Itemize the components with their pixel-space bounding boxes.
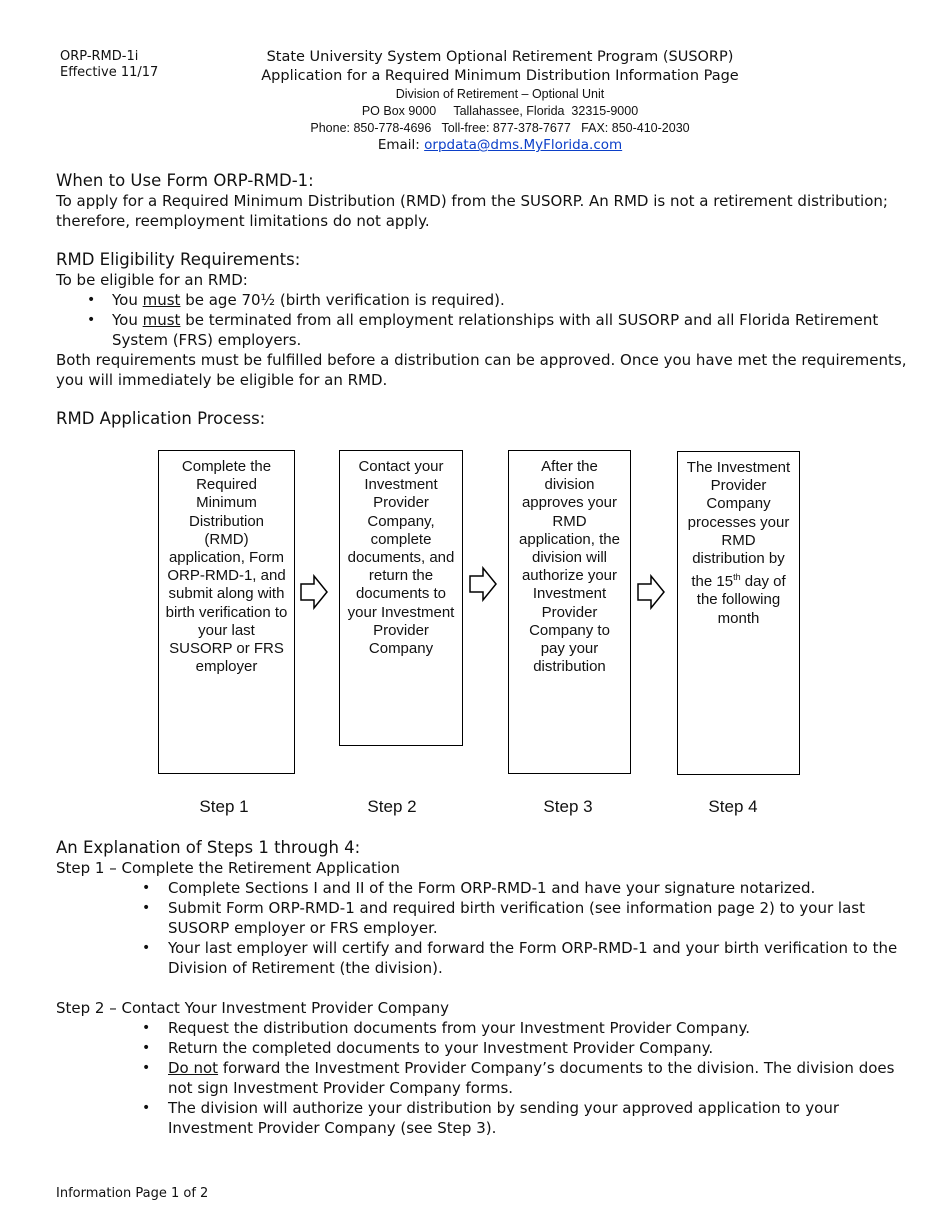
list-item: • The division will authorize your distribution by sending your approved application to your Investment Provider Company (see Step 3).	[56, 1098, 916, 1138]
list-item	[56, 310, 916, 350]
effective-date: Effective 11/17	[60, 65, 159, 80]
list-item: • Request the distribution documents from your Investment Provider Company.	[56, 1018, 916, 1038]
header-phones: Phone: 850-778-4696 Toll-free: 877-378-7677 FAX: 850-410-2030	[310, 121, 690, 135]
header-email-line	[200, 137, 800, 154]
list-item-text: forward the Investment Provider Company’s documents to the division. The division does not sign Investment Provider Company forms.	[168, 1059, 895, 1097]
step-1-box: Complete the Required Minimum Distribution (RMD) application, Form ORP-RMD-1, and submit along with birth verification to your last SUSORP or FRS employer	[158, 450, 295, 774]
header-address: PO Box 9000 Tallahassee, Florida 32315-9000	[361, 104, 639, 118]
step-4-text: The Investment Provider Company processes your RMD distribution by the 15	[686, 459, 791, 591]
when-text: To apply for a Required Minimum Distribution (RMD) from the SUSORP. An RMD is not a retirement distribution; therefore, reemployment limitations do not apply.	[56, 192, 888, 230]
list-item	[56, 290, 916, 310]
email-link[interactable]: orpdata@dms.MyFlorida.com	[424, 137, 623, 153]
step-1-label: Step 1	[199, 797, 249, 816]
list-item-text: be age 70½ (birth verification is required).	[180, 291, 505, 309]
step-2-list	[56, 1018, 916, 1138]
step-3-label: Step 3	[543, 797, 593, 816]
list-item	[56, 1058, 916, 1098]
when-heading: When to Use Form ORP-RMD-1:	[56, 171, 314, 190]
document-header	[200, 48, 800, 154]
form-id-block	[60, 49, 158, 81]
arrow-right-icon	[469, 566, 497, 602]
process-section	[56, 408, 916, 429]
step-4-superscript: th	[733, 572, 741, 583]
list-item: • Return the completed documents to your Investment Provider Company.	[56, 1038, 916, 1058]
emphasis-text: must	[142, 291, 181, 309]
eligibility-list	[56, 290, 916, 350]
emphasis-text: Do not	[168, 1059, 219, 1077]
explanation-heading: An Explanation of Steps 1 through 4:	[56, 838, 361, 857]
step-4-box	[677, 451, 800, 775]
header-title-2: Application for a Required Minimum Distribution Information Page	[261, 68, 739, 84]
form-number: ORP-RMD-1i	[60, 49, 139, 64]
list-item-text: be terminated from all employment relationships with all SUSORP and all Florida Retirement System (FRS) employers.	[112, 311, 879, 349]
list-item-text: You	[112, 291, 143, 309]
process-heading: RMD Application Process:	[56, 409, 266, 428]
page-footer: Information Page 1 of 2	[56, 1186, 209, 1201]
step-2-label: Step 2	[367, 797, 417, 816]
step-1-title: Step 1 – Complete the Retirement Application	[56, 859, 400, 877]
arrow-right-icon	[637, 574, 665, 610]
emphasis-text: must	[142, 311, 181, 329]
step-4-label: Step 4	[708, 797, 758, 816]
list-item: • Your last employer will certify and forward the Form ORP-RMD-1 and your birth verification to the Division of Retirement (the division).	[56, 938, 916, 978]
eligibility-closing: Both requirements must be fulfilled before a distribution can be approved. Once you have met the requirements, you will immediately be eligible for an RMD.	[56, 351, 907, 389]
header-title-1: State University System Optional Retirement Program (SUSORP)	[266, 49, 734, 65]
step-4-text-end: day of the following month	[696, 573, 786, 627]
email-label: Email:	[377, 137, 425, 153]
explanation-section	[56, 837, 916, 1138]
when-section	[56, 170, 916, 231]
step-1-list	[56, 878, 916, 978]
step-2-box: Contact your Investment Provider Company, complete documents, and return the documents to your Investment Provider Company	[339, 450, 463, 746]
list-item: • Complete Sections I and II of the Form ORP-RMD-1 and have your signature notarized.	[56, 878, 916, 898]
step-3-box: After the division approves your RMD application, the division will authorize your Investment Provider Company to pay your distribution	[508, 450, 631, 774]
list-item-text: You	[112, 311, 143, 329]
eligibility-heading: RMD Eligibility Requirements:	[56, 250, 301, 269]
step-2-title: Step 2 – Contact Your Investment Provider Company	[56, 999, 450, 1017]
eligibility-section	[56, 249, 916, 390]
eligibility-intro: To be eligible for an RMD:	[56, 271, 248, 289]
list-item: • Submit Form ORP-RMD-1 and required birth verification (see information page 2) to your last SUSORP employer or FRS employer.	[56, 898, 916, 938]
arrow-right-icon	[300, 574, 328, 610]
header-division: Division of Retirement – Optional Unit	[395, 87, 605, 101]
